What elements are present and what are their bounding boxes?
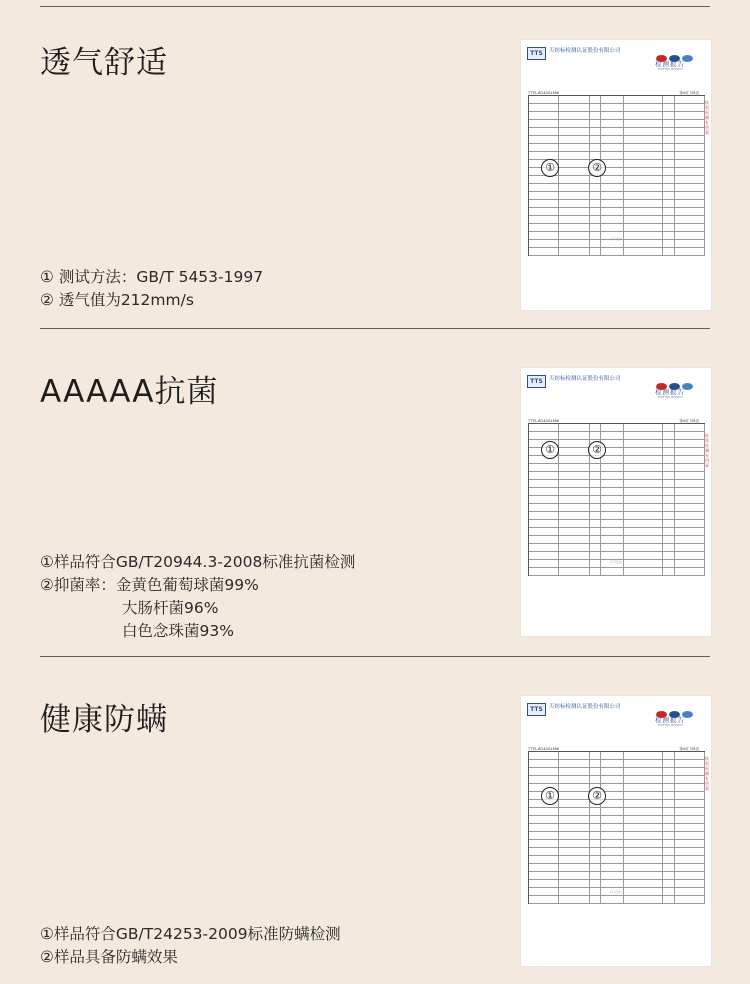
report-label: 检测报告 bbox=[655, 388, 685, 396]
circle-marker-2: ② bbox=[588, 159, 606, 177]
report-page: 第4页 共6页 bbox=[679, 91, 699, 95]
report-logo-icon: TTS bbox=[527, 47, 546, 60]
report-footer: 以下空白 bbox=[609, 237, 622, 241]
report-footer: 以下空白 bbox=[609, 560, 622, 564]
circle-marker-1: ① bbox=[541, 787, 559, 805]
circle-marker-1: ① bbox=[541, 441, 559, 459]
stamp: 检验检测专用章 bbox=[705, 756, 709, 791]
report-footer: 以下空白 bbox=[609, 890, 622, 894]
note-line: ① 测试方法：GB/T 5453-1997 bbox=[40, 268, 264, 286]
report-org: 天纺标检测认证股份有限公司 bbox=[549, 376, 621, 382]
section-title: 健康防螨 bbox=[40, 702, 168, 738]
report-page: 第4页 共6页 bbox=[679, 419, 699, 423]
note-line: 大肠杆菌96% bbox=[122, 599, 219, 617]
note-line: ②样品具备防螨效果 bbox=[40, 948, 178, 966]
stamp: 检验检测专用章 bbox=[705, 100, 709, 135]
report-logo-icon: TTS bbox=[527, 703, 546, 716]
section-divider bbox=[40, 328, 710, 329]
test-report-image bbox=[521, 40, 711, 310]
report-sub: TESTING REPORT bbox=[657, 723, 683, 727]
report-sub: TESTING REPORT bbox=[657, 395, 683, 399]
section-antibacterial bbox=[0, 330, 750, 658]
section-notes bbox=[40, 923, 341, 969]
report-number: TTTS-W24041366 bbox=[528, 747, 559, 751]
section-divider bbox=[40, 656, 710, 657]
section-notes bbox=[40, 551, 355, 643]
report-org: 天纺标检测认证股份有限公司 bbox=[549, 704, 621, 710]
circle-marker-2: ② bbox=[588, 787, 606, 805]
report-org: 天纺标检测认证股份有限公司 bbox=[549, 48, 621, 54]
section-notes bbox=[40, 266, 263, 312]
test-report-image bbox=[521, 696, 711, 966]
report-logo-icon: TTS bbox=[527, 375, 546, 388]
note-line: 白色念珠菌93% bbox=[122, 622, 234, 640]
report-table bbox=[528, 751, 705, 904]
section-title: AAAAA抗菌 bbox=[40, 374, 219, 410]
circle-marker-1: ① bbox=[541, 159, 559, 177]
section-breathable bbox=[0, 0, 750, 330]
section-title: 透气舒适 bbox=[40, 45, 168, 81]
report-number: TTTS-W24041366 bbox=[528, 91, 559, 95]
circle-marker-2: ② bbox=[588, 441, 606, 459]
report-sub: TESTING REPORT bbox=[657, 67, 683, 71]
note-line: ①样品符合GB/T24253-2009标准防螨检测 bbox=[40, 925, 341, 943]
note-line: ①样品符合GB/T20944.3-2008标准抗菌检测 bbox=[40, 553, 356, 571]
section-anti-mite bbox=[0, 658, 750, 984]
report-label: 检测报告 bbox=[655, 60, 685, 68]
note-line: ②抑菌率：金黄色葡萄球菌99% bbox=[40, 576, 259, 594]
report-page: 第4页 共6页 bbox=[679, 747, 699, 751]
stamp: 检验检测专用章 bbox=[705, 433, 709, 468]
report-label: 检测报告 bbox=[655, 716, 685, 724]
note-line: ② 透气值为212mm/s bbox=[40, 291, 194, 309]
test-report-image bbox=[521, 368, 711, 636]
report-number: TTTS-W24041366 bbox=[528, 419, 559, 423]
